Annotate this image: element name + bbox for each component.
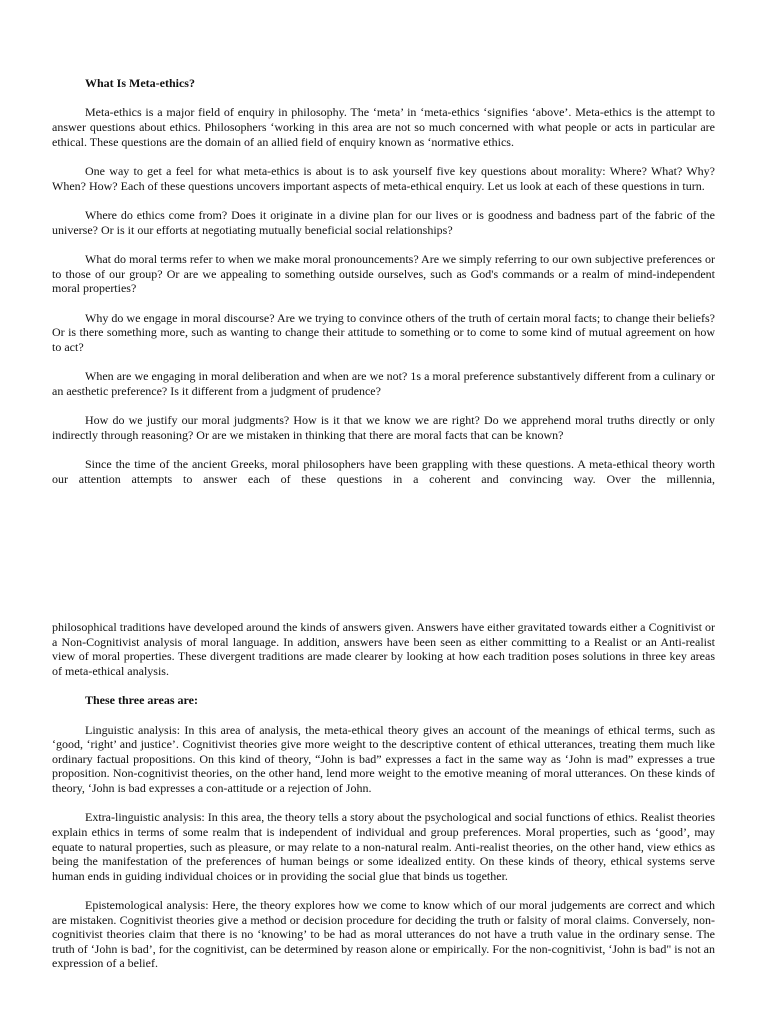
paragraph-continuation: philosophical traditions have developed around the kinds of answers given. Answers have either gravitated towards either a Cognitivist or a Non-Cognitivist analysis of moral language. In addition, answers have been seen as either committing to a Realist or an Anti-realist view of moral properties. These divergent traditions are made clearer by looking at how each tradition poses solutions in three key areas of meta-ethical analysis.: [52, 620, 715, 678]
paragraph-intro: Meta-ethics is a major field of enquiry in philosophy. The ‘meta’ in ‘meta-ethics ‘signifies ‘above’. Meta-ethics is the attempt to answer questions about ethics. Philosophers ‘working in this area are not so much concerned with what people or acts in particular are ethical. These questions are the domain of an allied field of enquiry known as ‘normative ethics.: [52, 105, 715, 149]
paragraph-linguistic-analysis: Linguistic analysis: In this area of analysis, the meta-ethical theory gives an account of the meanings of ethical terms, such as ‘good, ‘right’ and justice’. Cognitivist theories give more weight to the descriptive content of ethical utterances, treating them much like ordinary factual propositions. On this kind of theory, “John is bad” expresses a fact in the same way as ‘John is mad” expresses a true proposition. Non-cognitivist theories, on the other hand, lend more weight to the emotive meaning of moral utterances. On these kinds of theory, ‘John is bad expresses a con-attitude or a rejection of John.: [52, 722, 715, 795]
paragraph-what: What do moral terms refer to when we make moral pronouncements? Are we simply referring to our own subjective preferences or to those of our group? Or are we appealing to something outside ourselves, such as God's commands or a realm of mind-independent moral properties?: [52, 251, 715, 296]
paragraph-where: Where do ethics come from? Does it originate in a divine plan for our lives or is goodness and badness part of the fabric of the universe? Or is it our efforts at negotiating mutually beneficial social relationships?: [52, 207, 715, 237]
paragraph-why: Why do we engage in moral discourse? Are we trying to convince others of the truth of certain moral facts; to change their beliefs? Or is there something more, such as wanting to change their attitude to something or to come to some kind of mutual agreement on how to act?: [52, 310, 715, 354]
document-title: What Is Meta-ethics?: [85, 76, 195, 90]
section-subheading: These three areas are:: [85, 693, 198, 708]
paragraph-five-questions: One way to get a feel for what meta-ethics is about is to ask yourself five key questions about morality: Where? What? Why? When? How? Each of these questions uncovers important aspects of meta-ethical enquiry. Let us look at each of these questions in turn.: [52, 163, 715, 193]
paragraph-epistemological-analysis: Epistemological analysis: Here, the theory explores how we come to know which of our moral judgements are correct and which are mistaken. Cognitivist theories give a method or decision procedure for deciding the truth or falsity of moral claims. Conversely, non-cognitivist theories claim that there is no ‘knowing’ to be had as moral utterances do not have a truth value in the ordinary sense. The truth of ‘John is bad’, for the cognitivist, can be determined by reason alone or empirically. For the non-cognitivist, ‘John is bad" is not an expression of a belief.: [52, 898, 715, 971]
paragraph-how: How do we justify our moral judgments? How is it that we know we are right? Do we apprehend moral truths directly or only indirectly through reasoning? Or are we mistaken in thinking that there are moral facts that can be known?: [52, 413, 715, 442]
paragraph-since-greeks: Since the time of the ancient Greeks, moral philosophers have been grappling with these questions. A meta-ethical theory worth our attention attempts to answer each of these questions in a coherent and convincing way. Over the millennia,: [52, 457, 715, 486]
document-lower-section: [52, 620, 715, 986]
document-upper-section: [52, 76, 715, 486]
paragraph-extra-linguistic-analysis: Extra-linguistic analysis: In this area, the theory tells a story about the psychological and social functions of ethics. Realist theories explain ethics in terms of some realm that is independent of individual and group preferences. Moral properties, such as ‘good’, may equate to natural properties, such as pleasure, or may relate to a non-natural realm. Anti-realist theories, on the other hand, view ethics as being the manifestation of the preferences of human beings or some idealized entity. On these kinds of theory, ethical systems serve human ends in guiding individual choices or in providing the social glue that binds us together.: [52, 810, 715, 883]
paragraph-when: When are we engaging in moral deliberation and when are we not? 1s a moral preference substantively different from a culinary or an aesthetic preference? Is it different from a judgment of prudence?: [52, 369, 715, 398]
